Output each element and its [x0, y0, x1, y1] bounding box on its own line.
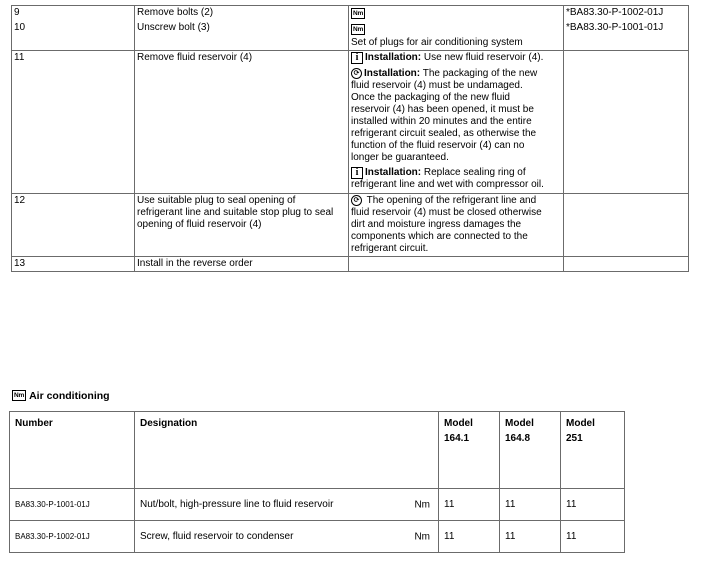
step-action: Remove bolts (2) [137, 7, 214, 18]
step-row [12, 6, 689, 51]
note-text: refrigerant line and wet with compressor oil. [351, 179, 544, 190]
header-model: Model 164.8 [500, 412, 561, 489]
step-action: Remove fluid reservoir (4) [135, 51, 349, 194]
torque-nm-icon: Nm [351, 24, 365, 35]
torque-value: 11 [439, 521, 500, 553]
step-number: 9 [14, 7, 20, 18]
header-model: Model 164.1 [439, 412, 500, 489]
info-icon: i [351, 52, 363, 64]
torque-unit: Nm [414, 531, 430, 542]
note-label: Installation: [365, 167, 422, 178]
step-action-cell [135, 194, 349, 257]
torque-value: 11 [500, 489, 561, 521]
torque-nm-icon: Nm [351, 8, 365, 19]
torque-row [10, 489, 625, 521]
reference-link[interactable]: *BA83.30-P-1002-01J [566, 7, 664, 18]
note-text: refrigerant circuit sealed, as otherwise the [351, 128, 537, 139]
torque-number[interactable]: BA83.30-P-1001-01J [10, 489, 135, 521]
torque-number[interactable]: BA83.30-P-1002-01J [10, 521, 135, 553]
torque-unit: Nm [414, 499, 430, 510]
note-text: longer be guaranteed. [351, 152, 449, 163]
step-note-cell [349, 6, 564, 51]
section-title: Air conditioning [29, 390, 110, 402]
step-action: Use suitable plug to seal opening of [137, 195, 296, 206]
note-text: reservoir (4) has been opened, it must be [351, 104, 534, 115]
note-label: Installation: [364, 68, 421, 79]
step-action-cell [135, 6, 349, 51]
step-action: Install in the reverse order [135, 257, 349, 272]
torque-table [9, 411, 625, 553]
installation-icon: ⟳ [351, 68, 362, 79]
step-row [12, 194, 689, 257]
torque-designation: Nut/bolt, high-pressure line to fluid reservoir [140, 499, 334, 510]
step-number-cell [12, 6, 135, 51]
step-note: Set of plugs for air conditioning system [351, 37, 523, 48]
torque-designation: Screw, fluid reservoir to condenser [140, 531, 294, 542]
reference-link[interactable]: *BA83.30-P-1001-01J [566, 22, 664, 33]
note-text: fluid reservoir (4) must be closed otherwise [351, 207, 542, 218]
torque-value: 11 [439, 489, 500, 521]
header-model: Model 251 [561, 412, 625, 489]
torque-designation-cell [135, 521, 439, 553]
torque-row [10, 521, 625, 553]
note-text: function of the fluid reservoir (4) can no [351, 140, 525, 151]
torque-header-row [10, 412, 625, 489]
section-heading [12, 390, 110, 402]
note-text: The opening of the refrigerant line and [364, 195, 537, 206]
caution-icon: ⟳ [351, 195, 362, 206]
step-ref-cell [564, 194, 689, 257]
procedure-table [11, 5, 689, 272]
torque-value: 11 [561, 489, 625, 521]
step-action: Unscrew bolt (3) [137, 22, 210, 33]
step-action: refrigerant line and suitable stop plug to seal [137, 207, 334, 218]
note-text: installed within 20 minutes and the entire [351, 116, 532, 127]
step-ref-cell [564, 51, 689, 194]
step-number: 11 [12, 51, 135, 194]
step-number: 10 [14, 22, 26, 33]
step-note-cell [349, 51, 564, 194]
step-action: opening of fluid reservoir (4) [137, 219, 262, 230]
step-ref-cell [564, 257, 689, 272]
step-row [12, 51, 689, 194]
note-text: Use new fluid reservoir (4). [421, 52, 544, 63]
note-text: components which are connected to the [351, 231, 528, 242]
step-number: 12 [12, 194, 135, 257]
step-ref-cell [564, 6, 689, 51]
info-icon: i [351, 167, 363, 179]
torque-nm-icon: Nm [12, 390, 26, 401]
note-text: refrigerant circuit. [351, 243, 429, 254]
step-row [12, 257, 689, 272]
step-note-cell [349, 194, 564, 257]
note-text: Replace sealing ring of [421, 167, 526, 178]
torque-designation-cell [135, 489, 439, 521]
note-text: The packaging of the new [420, 68, 538, 79]
note-label: Installation: [365, 52, 422, 63]
torque-value: 11 [561, 521, 625, 553]
note-text: dirt and moisture ingress damages the [351, 219, 522, 230]
header-designation: Designation [135, 412, 439, 489]
header-number: Number [10, 412, 135, 489]
step-number: 13 [12, 257, 135, 272]
torque-value: 11 [500, 521, 561, 553]
step-note-cell [349, 257, 564, 272]
note-text: Once the packaging of the new fluid [351, 92, 510, 103]
note-text: fluid reservoir (4) must be undamaged. [351, 80, 523, 91]
